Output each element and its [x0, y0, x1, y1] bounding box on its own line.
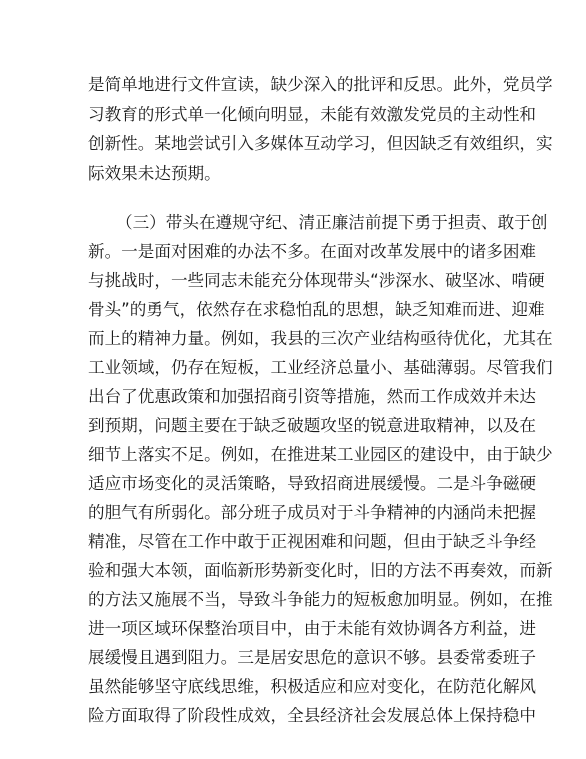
text-line: 适应市场变化的灵活策略，导致招商进展缓慢。二是斗争磁硬 — [88, 474, 537, 493]
text-line: 习教育的形式单一化倾向明显，未能有效激发党员的主动性和 — [88, 105, 537, 124]
text-line: 精准，尽管在工作中敢于正视困难和问题，但由于缺乏斗争经 — [88, 532, 537, 551]
text-line: 而上的精神力量。例如，我县的三次产业结构亟待优化，尤其在 — [88, 329, 553, 348]
text-line: 工业领域，仍存在短板，工业经济总量小、基础薄弱。尽管我们 — [88, 358, 553, 377]
text-line: 的方法又施展不当，导致斗争能力的短板愈加明显。例如，在推 — [88, 590, 553, 609]
text-line: （三）带头在遵规守纪、清正廉洁前提下勇于担责、敢于创 — [116, 213, 548, 232]
text-line: 是简单地进行文件宣读，缺少深入的批评和反思。此外，党员学 — [88, 75, 553, 94]
text-line: 际效果未达预期。 — [88, 164, 221, 183]
text-line: 与挑战时，一些同志未能充分体现带头“涉深水、破坚冰、啃硬 — [88, 271, 545, 290]
text-line: 进一项区域环保整治项目中，由于未能有效协调各方利益，进 — [88, 619, 537, 638]
text-line: 出台了优惠政策和加强招商引资等措施，然而工作成效并未达 — [88, 387, 537, 406]
text-line: 虽然能够坚守底线思维，积极适应和应对变化，在防范化解风 — [88, 677, 537, 696]
text-line: 到预期，问题主要在于缺乏破题攻坚的锐意进取精神，以及在 — [88, 416, 537, 435]
text-line: 细节上落实不足。例如，在推进某工业园区的建设中，由于缺少 — [88, 445, 553, 464]
text-line: 验和强大本领，面临新形势新变化时，旧的方法不再奏效，而新 — [88, 561, 553, 580]
text-line: 的胆气有所弱化。部分班子成员对于斗争精神的内涵尚未把握 — [88, 503, 537, 522]
text-line: 新。一是面对困难的办法不多。在面对改革发展中的诸多困难 — [88, 242, 537, 261]
text-line: 创新性。某地尝试引入多媒体互动学习，但因缺乏有效组织，实 — [88, 134, 553, 153]
text-line: 骨头”的勇气，依然存在求稳怕乱的思想，缺乏知难而进、迎难 — [88, 300, 545, 319]
text-line: 展缓慢且遇到阻力。三是居安思危的意识不够。县委常委班子 — [88, 648, 537, 667]
text-line: 险方面取得了阶段性成效，全县经济社会发展总体上保持稳中 — [88, 706, 537, 725]
